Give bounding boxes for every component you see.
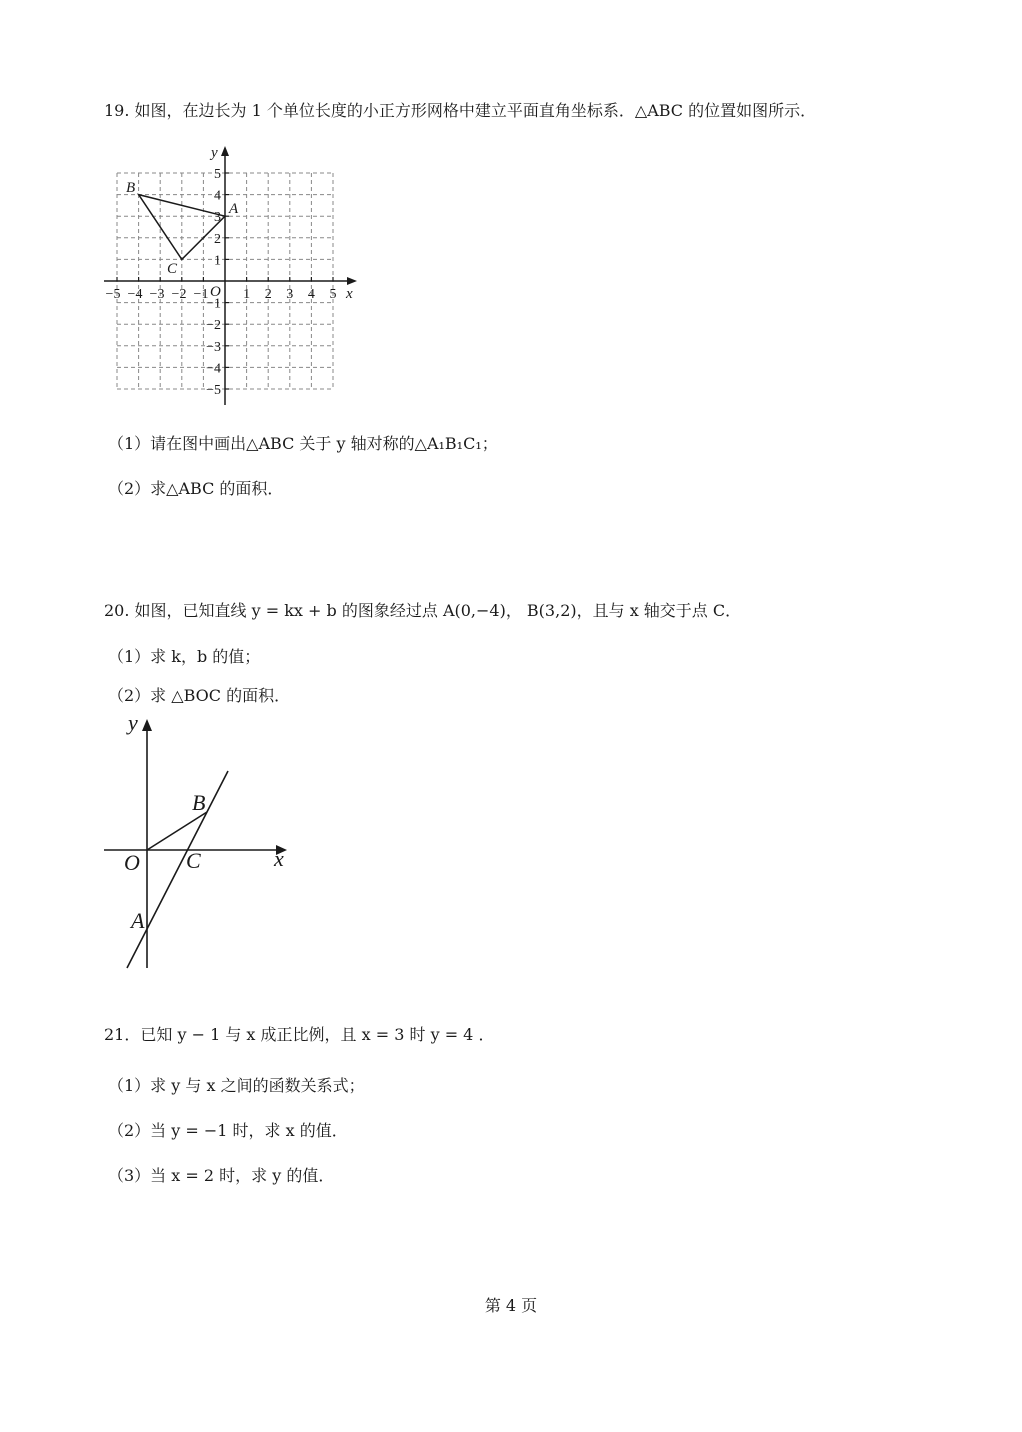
q19-origin-label: O [210, 284, 221, 300]
y-tick-label: −3 [206, 339, 221, 355]
page-number: 第 4 页 [484, 1296, 538, 1315]
y-tick-label: −2 [206, 318, 221, 334]
q19-y-axis-label: y [211, 145, 218, 161]
x-tick-label: −1 [193, 287, 209, 302]
x-tick-label: −3 [149, 287, 165, 302]
q20-origin-label: O [124, 850, 140, 875]
q19-vertex-c-label: C [167, 261, 178, 277]
x-tick-label: −5 [105, 287, 121, 302]
q19-vertex-a-label: A [229, 201, 239, 217]
x-tick-label: −2 [171, 287, 187, 302]
y-tick-label: 2 [214, 231, 221, 247]
x-tick-label: 1 [243, 287, 251, 302]
q20-y-axis-label: y [128, 710, 138, 735]
y-tick-label: −1 [206, 296, 221, 312]
q20-part1: （1）求 k，b 的值； [108, 647, 261, 666]
q19-coordinate-grid-figure [100, 140, 362, 410]
x-tick-label: 2 [264, 287, 272, 302]
y-tick-label: 4 [214, 188, 221, 204]
q20-point-a-label: A [131, 908, 145, 933]
q20-x-axis-label: x [274, 846, 284, 871]
q21-part2: （2）当 y = −1 时，求 x 的值． [108, 1121, 348, 1140]
q21-stem: 21．已知 y − 1 与 x 成正比例，且 x = 3 时 y = 4 ． [104, 1025, 495, 1044]
y-tick-label: 5 [214, 167, 221, 182]
q19-vertex-b-label: B [126, 180, 136, 196]
q20-point-b-label: B [192, 790, 206, 815]
q20-point-c-label: C [186, 848, 201, 873]
y-tick-label: 3 [214, 210, 221, 226]
q20-stem: 20. 如图，已知直线 y = kx + b 的图象经过点 A(0,−4)， B(3,2)，且与 x 轴交于点 C． [104, 601, 742, 620]
q19-stem: 19. 如图，在边长为 1 个单位长度的小正方形网格中建立平面直角坐标系．△ABC 的位置如图所示． [104, 101, 817, 120]
q20-line-graph-figure [100, 710, 300, 975]
q19-x-axis-label: x [346, 286, 353, 302]
q19-part1: （1）请在图中画出△ABC 关于 y 轴对称的△A₁B₁C₁； [108, 434, 498, 453]
y-tick-label: −4 [206, 361, 221, 377]
x-tick-label: 3 [286, 287, 294, 302]
q21-part3: （3）当 x = 2 时，求 y 的值． [108, 1166, 335, 1185]
q20-part2: （2）求 △BOC 的面积． [108, 686, 291, 705]
q21-part1: （1）求 y 与 x 之间的函数关系式； [108, 1076, 365, 1095]
y-tick-label: −5 [206, 383, 221, 398]
x-tick-label: 5 [329, 287, 337, 302]
x-tick-label: 4 [307, 287, 315, 302]
y-tick-label: 1 [214, 253, 221, 269]
x-tick-label: −4 [127, 287, 143, 302]
q19-part2: （2）求△ABC 的面积． [108, 479, 284, 498]
